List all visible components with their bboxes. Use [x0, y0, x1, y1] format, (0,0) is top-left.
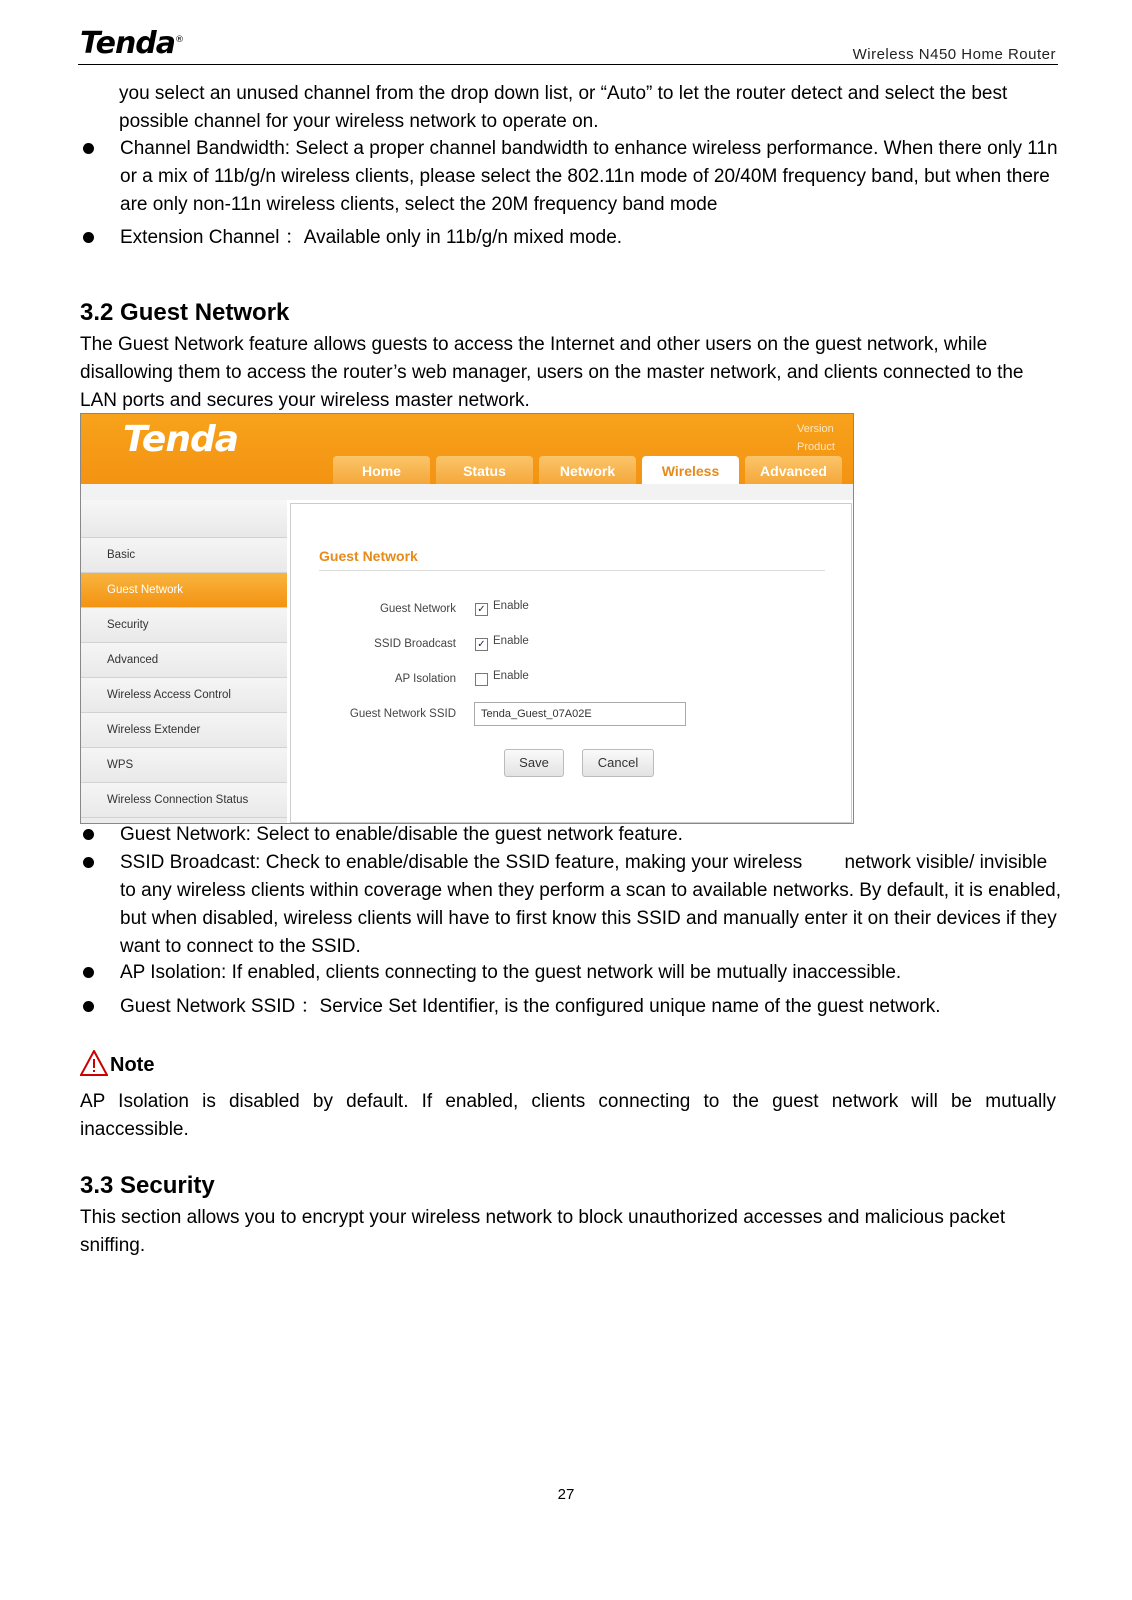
bullet-guest-network-ssid: Guest Network SSID ：Service Set Identifier, is the configured unique name of the guest network.	[80, 993, 1065, 1021]
tab-wireless[interactable]: Wireless	[642, 456, 739, 484]
sidebar-item-guest-network[interactable]: Guest Network	[81, 573, 287, 608]
sidebar-item-advanced[interactable]: Advanced	[81, 643, 287, 678]
sub-bar	[81, 484, 853, 500]
guest-network-intro: The Guest Network feature allows guests to access the Internet and other users on the guest network, while disallowing them to access the router’s web manager, users on the master network, and clients connected to the LAN ports and secures your wireless master network.	[80, 334, 1024, 411]
note-label: Note	[110, 1054, 155, 1076]
guest-network-row	[291, 599, 851, 621]
ssid-broadcast-label: SSID Broadcast	[374, 638, 456, 650]
ssid-broadcast-checkbox[interactable]: ✓	[475, 638, 488, 651]
panel-divider	[319, 570, 825, 571]
guest-network-enable-label: Enable	[493, 600, 529, 612]
ap-isolation-row	[291, 669, 851, 691]
bullet-dot-icon	[80, 993, 120, 1021]
guest-ssid-row	[291, 704, 851, 726]
sidebar-item-security[interactable]: Security	[81, 608, 287, 643]
section-heading-guest-network: 3.2 Guest Network	[80, 299, 290, 326]
section-heading-security: 3.3 Security	[80, 1172, 215, 1199]
bullet-ssid-broadcast: SSID Broadcast: Check to enable/disable the SSID feature, making your wireless network visible/ invisible to any wireless clients within coverage when they perform a scan to available networks. By default, it is enabled, but when disabled, wireless clients will have to first know this SSID and manually enter it on their devices if they want to connect to the SSID.	[80, 849, 1065, 961]
guest-ssid-input[interactable]	[474, 702, 686, 726]
bullet-channel-bandwidth: Channel Bandwidth: Select a proper channel bandwidth to enhance wireless performance. When there only 11n or a mix of 11b/g/n wireless clients, please select the 802.11n mode of 20/40M frequency band, but when there are only non-11n wireless clients, select the 20M frequency band mode	[80, 135, 1065, 219]
main-tabs	[333, 456, 842, 484]
continuation-text: you select an unused channel from the drop down list, or “Auto” to let the router detect and select the best possible channel for your wireless network to operate on.	[119, 83, 1008, 132]
version-info: Version Product	[797, 423, 835, 453]
warning-icon	[80, 1050, 108, 1076]
bullet-dot-icon	[80, 959, 120, 987]
sidebar	[81, 500, 287, 823]
tab-network[interactable]: Network	[539, 456, 636, 484]
router-logo: Tenda	[123, 419, 239, 460]
tab-home[interactable]: Home	[333, 456, 430, 484]
router-banner	[81, 414, 853, 484]
sidebar-item-basic[interactable]: Basic	[81, 538, 287, 573]
sidebar-header	[81, 500, 287, 538]
bullet-dot-icon	[80, 821, 120, 849]
security-intro: This section allows you to encrypt your wireless network to block unauthorized accesses and malicious packet sniffing.	[80, 1207, 1006, 1256]
ssid-broadcast-row	[291, 634, 851, 656]
header-divider	[78, 64, 1058, 65]
note-text: AP Isolation is disabled by default. If enabled, clients connecting to the guest network will be mutually inaccessible.	[80, 1091, 1056, 1140]
guest-ssid-label: Guest Network SSID	[349, 708, 456, 720]
ap-isolation-label: AP Isolation	[394, 673, 456, 685]
guest-network-panel	[290, 503, 852, 823]
ap-isolation-enable-label: Enable	[493, 670, 529, 682]
sidebar-item-wps[interactable]: WPS	[81, 748, 287, 783]
bullet-dot-icon	[80, 224, 120, 252]
sidebar-item-wireless-extender[interactable]: Wireless Extender	[81, 713, 287, 748]
bullet-guest-network: Guest Network: Select to enable/disable the guest network feature.	[80, 821, 1065, 849]
tab-status[interactable]: Status	[436, 456, 533, 484]
page-number: 27	[557, 1486, 575, 1503]
guest-network-checkbox[interactable]: ✓	[475, 603, 488, 616]
ssid-broadcast-enable-label: Enable	[493, 635, 529, 647]
tenda-logo: Tenda®	[80, 26, 184, 61]
tab-advanced[interactable]: Advanced	[745, 456, 842, 484]
bullet-dot-icon	[80, 849, 120, 961]
bullet-ap-isolation: AP Isolation: If enabled, clients connecting to the guest network will be mutually inaccessible.	[80, 959, 1065, 987]
panel-title: Guest Network	[319, 548, 418, 564]
guest-network-label: Guest Network	[379, 603, 456, 615]
sidebar-item-wireless-access-control[interactable]: Wireless Access Control	[81, 678, 287, 713]
cancel-button[interactable]: Cancel	[582, 749, 654, 777]
router-ui-screenshot	[80, 413, 854, 824]
ap-isolation-checkbox[interactable]	[475, 673, 488, 686]
save-button[interactable]: Save	[504, 749, 564, 777]
document-header-title: Wireless N450 Home Router	[852, 46, 1056, 63]
bullet-dot-icon	[80, 135, 120, 219]
sidebar-item-wireless-connection-status[interactable]: Wireless Connection Status	[81, 783, 287, 818]
note-header	[80, 1050, 154, 1076]
bullet-extension-channel: Extension Channel ：Available only in 11b/g/n mixed mode.	[80, 224, 1065, 252]
